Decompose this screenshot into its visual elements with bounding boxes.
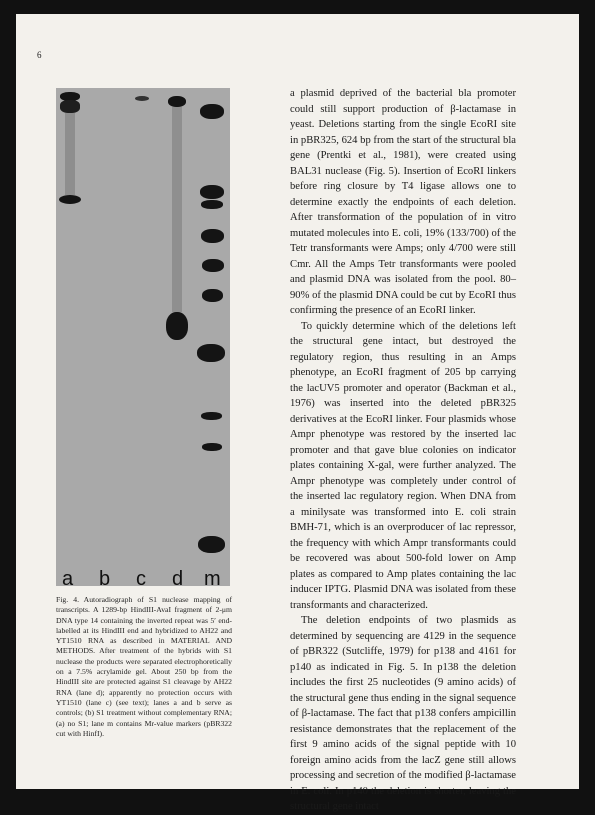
lane-label-c: c bbox=[136, 568, 146, 590]
marker-band bbox=[201, 412, 222, 420]
gel-smear bbox=[65, 113, 75, 195]
marker-band bbox=[198, 536, 225, 553]
lane-label-a: a bbox=[62, 568, 74, 590]
body-paragraph: To quickly determine which of the deletions left the structural gene intact, but destroyed the regulatory region, thus resulting in an Amps phenotype, an EcoRI fragment of 205 bp carrying the lacUV5 promoter and operator (Backman et al., 1976) was inserted into the deleted pBR325 derivatives at the EcoRI linker. Four plasmids whose Ampr phenotype was restored by the inserted lac promoter and that gave blue colonies on indicator plates containing X-gal, were further analyzed. The Ampr phenotype was completely under control of the inserted lac regulatory region. When DNA from a minilysate was transformed into E. coli strain BMH-71, which is an overproducer of lac repressor, the frequency with which Ampr transformants could be recovered was about 500-fold lower on Amp plates as compared to Amp plates containing the lac inducer IPTG. Plasmid DNA was isolated from these transformants and characterized. bbox=[290, 320, 516, 611]
marker-band bbox=[202, 443, 222, 451]
page-number: 6 bbox=[37, 50, 42, 60]
lane-label-m: m bbox=[204, 568, 221, 590]
gel-band bbox=[166, 312, 188, 340]
gel-band bbox=[59, 195, 81, 204]
lane-label-d: d bbox=[172, 568, 184, 590]
body-text-column bbox=[290, 86, 516, 815]
lane-label-b: b bbox=[99, 568, 111, 590]
gel-smear bbox=[172, 107, 182, 312]
marker-band bbox=[197, 344, 225, 362]
figure-caption: Fig. 4. Autoradiograph of S1 nuclease mapping of transcripts. A 1289-bp HindIII-AvaI fragment of 2-μm DNA type 14 containing the inverted repeat was 5′ end-labelled at its HindIII end and hybridized to AH22 and YT1510 RNA as described in MATERIAL AND METHODS. After treatment of the hybrids with S1 nuclease the products were separated electrophoretically on a 7.5% acrylamide gel. About 250 bp from the HindIII site are protected against S1 cleavage by AH22 RNA (lane d); apparently no protection occurs with YT1510 (lane c) (see text); lanes a and b serve as controls; (b) S1 treatment without complementary RNA; (a) no S1; lane m contains Mr-value markers (pBR322 cut with HinfI). bbox=[56, 595, 232, 738]
gel-band bbox=[60, 100, 80, 113]
gel-band bbox=[135, 96, 149, 101]
body-paragraph: The deletion endpoints of two plasmids as determined by sequencing are 4129 in the sequence of pBR322 (Sutcliffe, 1979) for p138 and 4161 for p140 as indicated in Fig. 5. In p138 the deletion includes the first 25 nucleotides (9 amino acids) of the structural gene thus ending in the signal sequence of β-lactamase. The fact that p138 confers ampicillin resistance demonstrates that the replacement of the first 9 amino acids of the signal peptide with 10 foreign amino acids from the lacZ gene still allows processing and secretion of the modified β-lactamase in E. coli. In p140 the deletion is shorter, leaving the structural gene intact bbox=[290, 615, 516, 812]
marker-band bbox=[201, 200, 223, 209]
marker-band bbox=[201, 229, 224, 243]
marker-band bbox=[202, 259, 224, 272]
autoradiograph-gel bbox=[56, 88, 230, 586]
marker-band bbox=[200, 104, 224, 119]
body-paragraph: a plasmid deprived of the bacterial bla promoter could still support production of β-lactamase in yeast. Deletions starting from the single EcoRI site in pBR325, 624 bp from the start of the structural bla gene (Prentki et al., 1981), were created using BAL31 nuclease (Fig. 5). Insertion of EcoRI linkers before ring closure by T4 ligase allows one to determine exactly the endpoints of each deletion. After transformation of the population of in vitro mutated molecules into E. coli, 19% (133/700) of the Tetr transformants were Amps; only 4/700 were still Cmr. All the Amps Tetr transformants were pooled and plasmid DNA was isolated from the pool. 80–90% of the plasmid DNA could be cut by EcoRI thus confirming the presence of an EcoRI linker. bbox=[290, 88, 516, 316]
marker-band bbox=[202, 289, 223, 302]
marker-band bbox=[200, 185, 224, 199]
gel-band bbox=[168, 96, 186, 107]
